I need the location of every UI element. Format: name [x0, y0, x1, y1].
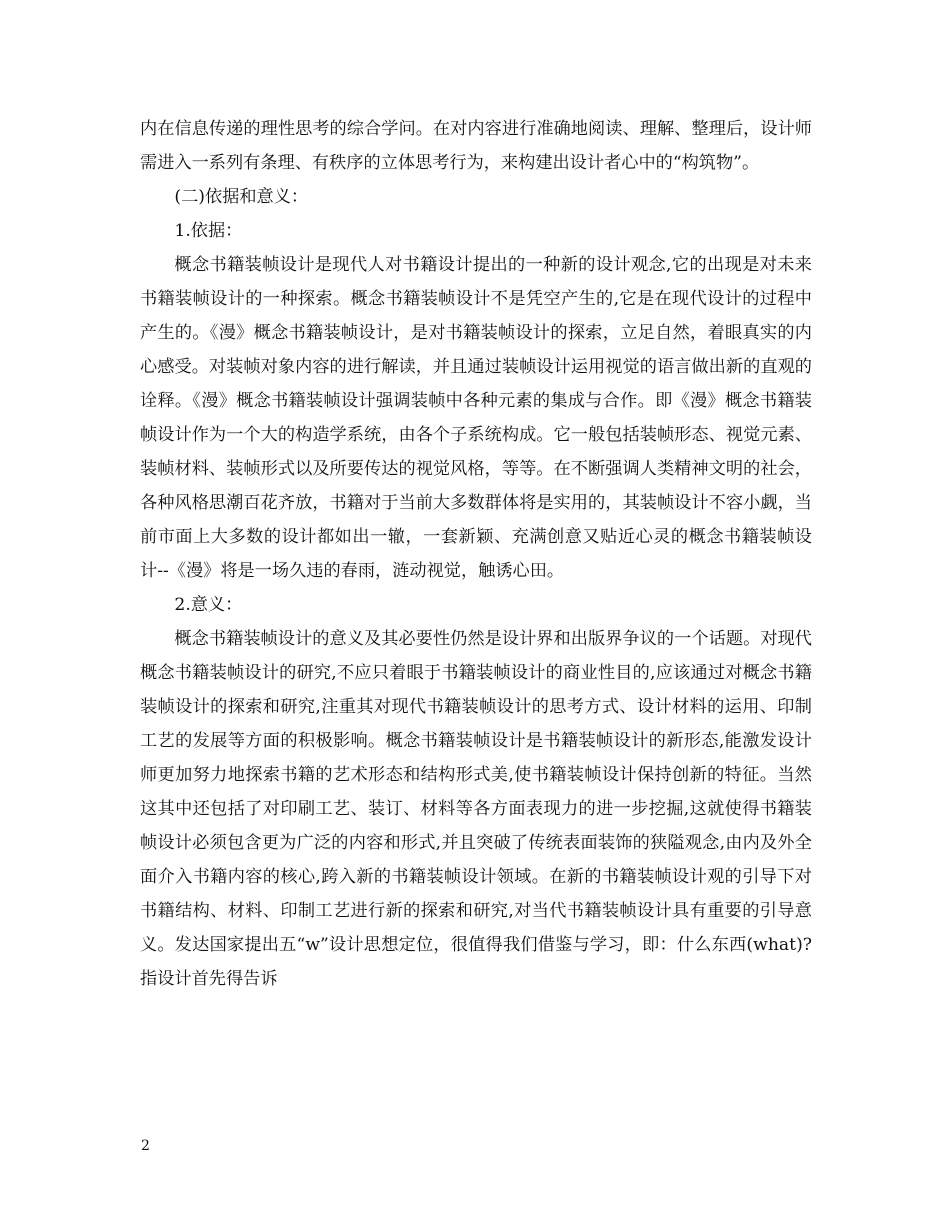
subheading-basis: 1.依据：	[174, 221, 243, 241]
page-number: 2	[141, 1138, 150, 1154]
page-body	[140, 112, 812, 996]
paragraph-significance: 概念书籍装帧设计的意义及其必要性仍然是设计界和出版界争议的一个话题。对现代概念书籍装帧设计的研究,不应只着眼于书籍装帧设计的商业性目的,应该通过对概念书籍装帧设计的探索和研究,注重其对现代书籍装帧设计的思考方式、设计材料的运用、印制工艺的发展等方面的积极影响。概念书籍装帧设计是书籍装帧设计的新形态,能激发设计师更加努力地探索书籍的艺术形态和结构形式美,使书籍装帧设计保持创新的特征。当然这其中还包括了对印刷工艺、装订、材料等各方面表现力的进一步挖掘,这就使得书籍装帧设计必须包含更为广泛的内容和形式,并且突破了传统表面装饰的狭隘观念,由内及外全面介入书籍内容的核心,跨入新的书籍装帧设计领域。在新的书籍装帧设计观的引导下对书籍结构、材料、印制工艺进行新的探索和研究,对当代书籍装帧设计具有重要的引导意义。发达国家提出五“w”设计思想定位，很值得我们借鉴与学习，即：什么东西(what)?指设计首先得告诉	[140, 629, 812, 989]
paragraph-basis: 概念书籍装帧设计是现代人对书籍设计提出的一种新的设计观念,它的出现是对未来书籍装帧设计的一种探索。概念书籍装帧设计不是凭空产生的,它是在现代设计的过程中产生的。《漫》概念书籍装帧设计，是对书籍装帧设计的探索，立足自然，着眼真实的内心感受。对装帧对象内容的进行解读，并且通过装帧设计运用视觉的语言做出新的直观的诠释。《漫》概念书籍装帧设计强调装帧中各种元素的集成与合作。即《漫》概念书籍装帧设计作为一个大的构造学系统，由各个子系统构成。它一般包括装帧形态、视觉元素、装帧材料、装帧形式以及所要传达的视觉风格，等等。在不断强调人类精神文明的社会，各种风格思潮百花齐放，书籍对于当前大多数群体将是实用的，其装帧设计不容小觑，当前市面上大多数的设计都如出一辙，一套新颖、充满创意又贴近心灵的概念书籍装帧设计--《漫》将是一场久违的春雨，涟动视觉，触诱心田。	[140, 255, 812, 581]
subheading-significance: 2.意义：	[174, 595, 243, 615]
paragraph-continuation: 内在信息传递的理性思考的综合学问。在对内容进行准确地阅读、理解、整理后，设计师需进入一系列有条理、有秩序的立体思考行为，来构建出设计者心中的“构筑物”。	[140, 119, 812, 173]
section-heading-basis-and-significance: (二)依据和意义：	[174, 187, 309, 207]
